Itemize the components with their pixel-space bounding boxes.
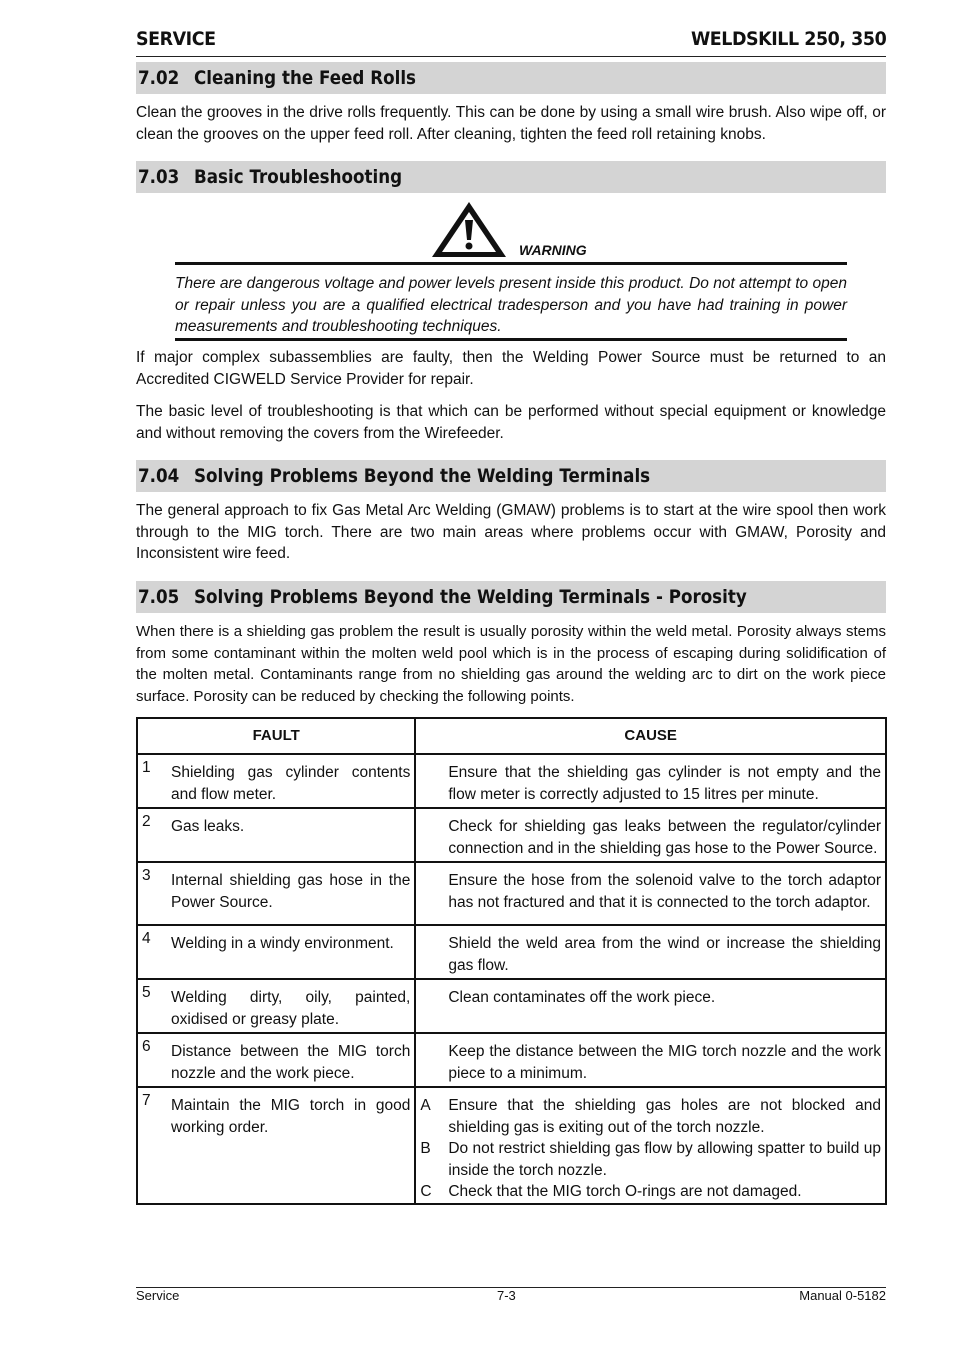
cause-text: Clean contaminates off the work piece.: [448, 989, 716, 1006]
fault-column-header: FAULT: [137, 718, 415, 754]
section-heading-7-02: [136, 62, 886, 94]
section-number: 7.04: [138, 465, 180, 487]
fault-text: Internal shielding gas hose in the Power Source.: [171, 872, 411, 911]
cause-column-header: CAUSE: [415, 718, 886, 754]
warning-top-rule: [175, 262, 847, 265]
section-heading-7-05: [136, 581, 886, 613]
cause-item: [420, 1181, 881, 1203]
cause-item: [420, 1095, 881, 1138]
cause-letter: B: [420, 1140, 431, 1157]
paragraph-porosity: When there is a shielding gas problem the result is usually porosity within the weld metal. Porosity always stems from some contaminant within the molten weld pool which is in the process of escaping during solidification of the molten metal. Contaminants range from no shielding gas around the welding arc to dirt on the work piece surface. Porosity can be reduced by checking the following points.: [136, 623, 886, 705]
warning-text: There are dangerous voltage and power levels present inside this product. Do not attempt to open or repair unless you are a qualified electrical tradesperson and you have had training in power measurements and troubleshooting techniques.: [175, 275, 847, 335]
table-row: [137, 925, 886, 979]
cause-text: Do not restrict shielding gas flow by allowing spatter to build up inside the torch nozzle.: [448, 1140, 881, 1179]
fault-text: Welding in a windy environment.: [171, 935, 394, 952]
fault-number: 2: [142, 813, 151, 830]
page-header: [136, 26, 886, 57]
fault-text: Distance between the MIG torch nozzle and the work piece.: [171, 1043, 411, 1082]
section-title: Cleaning the Feed Rolls: [194, 67, 417, 89]
section-number: 7.05: [138, 586, 180, 608]
table-row: [137, 979, 886, 1033]
cause-item: [420, 1138, 881, 1181]
cause-text: Ensure that the shielding gas holes are not blocked and shielding gas is exiting out of the torch nozzle.: [448, 1097, 881, 1136]
cause-text: Keep the distance between the MIG torch nozzle and the work piece to a minimum.: [448, 1043, 881, 1082]
cause-letter: A: [420, 1097, 431, 1114]
paragraph-general-approach: The general approach to fix Gas Metal Arc Welding (GMAW) problems is to start at the wire spool then work through to the MIG torch. There are two main areas where problems occur with GMAW, Porosity and Inconsistent wire feed.: [136, 502, 886, 562]
footer-section: Service: [136, 1288, 180, 1303]
fault-text: Gas leaks.: [171, 818, 245, 835]
fault-number: 7: [142, 1092, 151, 1109]
fault-text: Welding dirty, oily, painted, oxidised or greasy plate.: [171, 989, 411, 1028]
porosity-fault-table: [136, 717, 887, 1205]
section-title: Solving Problems Beyond the Welding Terminals - Porosity: [194, 586, 747, 608]
section-heading-7-04: [136, 460, 886, 492]
table-header-row: [137, 718, 886, 754]
table-row: [137, 1033, 886, 1087]
fault-text: Shielding gas cylinder contents and flow meter.: [171, 764, 411, 803]
warning-triangle-icon: [430, 200, 508, 260]
cause-text: Shield the weld area from the wind or increase the shielding gas flow.: [448, 935, 881, 974]
paragraph-cleaning: Clean the grooves in the drive rolls frequently. This can be done by using a small wire brush. Also wipe off, or clean the grooves on the upper feed roll. After cleaning, tighten the feed roll retaining knobs.: [136, 104, 886, 143]
table-row: [137, 754, 886, 808]
section-heading-7-03: [136, 161, 886, 193]
fault-number: 4: [142, 930, 151, 947]
paragraph-basic-troubleshooting: The basic level of troubleshooting is that which can be performed without special equipment or knowledge and without removing the covers from the Wirefeeder.: [136, 403, 886, 442]
header-product-title: WELDSKILL 250, 350: [690, 28, 886, 50]
section-number: 7.03: [138, 166, 180, 188]
section-title: Solving Problems Beyond the Welding Terminals: [194, 465, 651, 487]
header-section-title: SERVICE: [136, 28, 216, 50]
cause-text: Ensure that the shielding gas cylinder is not empty and the flow meter is correctly adjusted to 15 litres per minute.: [448, 764, 881, 803]
footer-manual-number: Manual 0-5182: [799, 1288, 886, 1303]
fault-number: 6: [142, 1038, 151, 1055]
section-number: 7.02: [138, 67, 180, 89]
paragraph-complex-subassemblies: If major complex subassemblies are faulty, then the Welding Power Source must be returned to an Accredited CIGWELD Service Provider for repair.: [136, 349, 886, 388]
footer-page-number: 7-3: [497, 1288, 516, 1303]
warning-bottom-rule: [175, 338, 847, 341]
fault-number: 5: [142, 984, 151, 1001]
cause-letter: C: [420, 1183, 432, 1200]
table-row: [137, 862, 886, 925]
table-row: [137, 1087, 886, 1204]
warning-label: WARNING: [519, 242, 587, 258]
fault-number: 1: [142, 759, 151, 776]
fault-number: 3: [142, 867, 151, 884]
table-row: [137, 808, 886, 862]
cause-text: Check for shielding gas leaks between the regulator/cylinder connection and in the shielding gas hose to the Power Source.: [448, 818, 881, 857]
section-title: Basic Troubleshooting: [194, 166, 403, 188]
cause-text: Check that the MIG torch O-rings are not damaged.: [448, 1183, 802, 1200]
cause-text: Ensure the hose from the solenoid valve to the torch adaptor has not fractured and that it is connected to the torch adaptor.: [448, 872, 881, 911]
fault-text: Maintain the MIG torch in good working order.: [171, 1097, 411, 1136]
